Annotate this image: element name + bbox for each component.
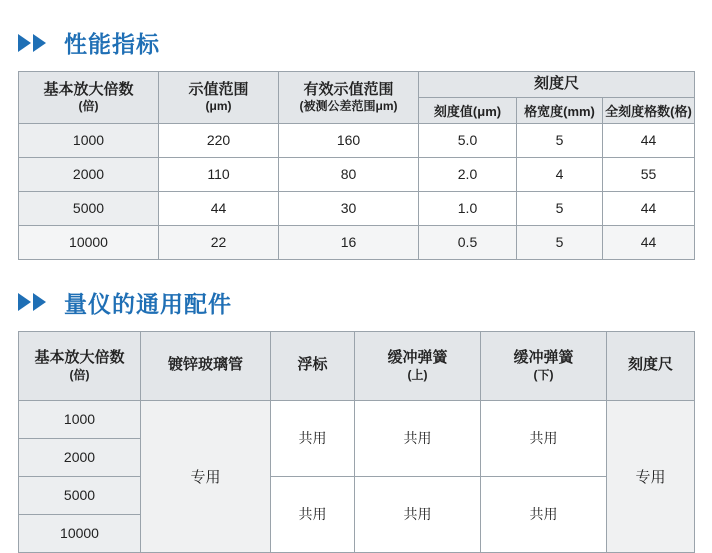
cell-grid-width: 5: [517, 123, 603, 157]
cell-magnification: 10000: [19, 225, 159, 259]
cell-magnification: 1000: [19, 123, 159, 157]
section-title: 性能指标: [64, 31, 160, 57]
cell-indication-range: 44: [159, 191, 279, 225]
cell-total-divisions: 44: [603, 123, 695, 157]
header-effective-range: 有效示值范围 (被测公差范围μm): [279, 72, 419, 124]
section-heading-performance: [0, 26, 712, 59]
cell-scale: 专用: [607, 400, 695, 552]
cell-effective-range: 30: [279, 191, 419, 225]
header-buffer-spring-lower: 缓冲弹簧 (下): [481, 331, 607, 400]
cell-magnification: 2000: [19, 157, 159, 191]
cell-effective-range: 16: [279, 225, 419, 259]
cell-grid-width: 5: [517, 191, 603, 225]
table-row: [19, 476, 695, 514]
cell-scale-value: 1.0: [419, 191, 517, 225]
double-arrow-icon: [18, 292, 52, 312]
cell-scale-value: 2.0: [419, 157, 517, 191]
header-scale-value: 刻度值(μm): [419, 97, 517, 123]
table-row: [19, 225, 695, 259]
cell-float-lower: 共用: [271, 476, 355, 552]
section-spacer: [0, 260, 712, 286]
table-row: [19, 157, 695, 191]
header-scale: 刻度尺: [607, 331, 695, 400]
cell-spring-down-lower: 共用: [481, 476, 607, 552]
header-buffer-spring-upper: 缓冲弹簧 (上): [355, 331, 481, 400]
cell-magnification: 2000: [19, 438, 141, 476]
cell-float-upper: 共用: [271, 400, 355, 476]
cell-scale-value: 5.0: [419, 123, 517, 157]
table-header-row: [19, 331, 695, 400]
cell-effective-range: 80: [279, 157, 419, 191]
table-row: [19, 123, 695, 157]
cell-indication-range: 110: [159, 157, 279, 191]
cell-total-divisions: 44: [603, 225, 695, 259]
header-magnification: 基本放大倍数 (倍): [19, 331, 141, 400]
cell-total-divisions: 44: [603, 191, 695, 225]
cell-scale-value: 0.5: [419, 225, 517, 259]
section-title: 量仪的通用配件: [64, 290, 232, 317]
performance-table: [18, 71, 695, 260]
cell-total-divisions: 55: [603, 157, 695, 191]
table-row: [19, 191, 695, 225]
header-magnification: 基本放大倍数 (倍): [19, 72, 159, 124]
header-float: 浮标: [271, 331, 355, 400]
cell-glass-tube: 专用: [141, 400, 271, 552]
cell-indication-range: 22: [159, 225, 279, 259]
cell-magnification: 5000: [19, 476, 141, 514]
cell-magnification: 1000: [19, 400, 141, 438]
table-header-row: [19, 72, 695, 98]
table-row: [19, 400, 695, 438]
double-arrow-icon: [18, 33, 52, 53]
cell-grid-width: 5: [517, 225, 603, 259]
common-parts-table: [18, 331, 695, 553]
cell-indication-range: 220: [159, 123, 279, 157]
cell-magnification: 5000: [19, 191, 159, 225]
top-spacer: [0, 0, 712, 26]
cell-magnification: 10000: [19, 514, 141, 552]
header-galvanized-glass-tube: 镀锌玻璃管: [141, 331, 271, 400]
header-grid-width: 格宽度(mm): [517, 97, 603, 123]
header-total-divisions: 全刻度格数(格): [603, 97, 695, 123]
cell-spring-down-upper: 共用: [481, 400, 607, 476]
cell-grid-width: 4: [517, 157, 603, 191]
section-heading-parts: [0, 286, 712, 319]
cell-spring-up-upper: 共用: [355, 400, 481, 476]
cell-spring-up-lower: 共用: [355, 476, 481, 552]
header-scale-group: 刻度尺: [419, 72, 695, 98]
header-indication-range: 示值范围 (μm): [159, 72, 279, 124]
cell-effective-range: 160: [279, 123, 419, 157]
